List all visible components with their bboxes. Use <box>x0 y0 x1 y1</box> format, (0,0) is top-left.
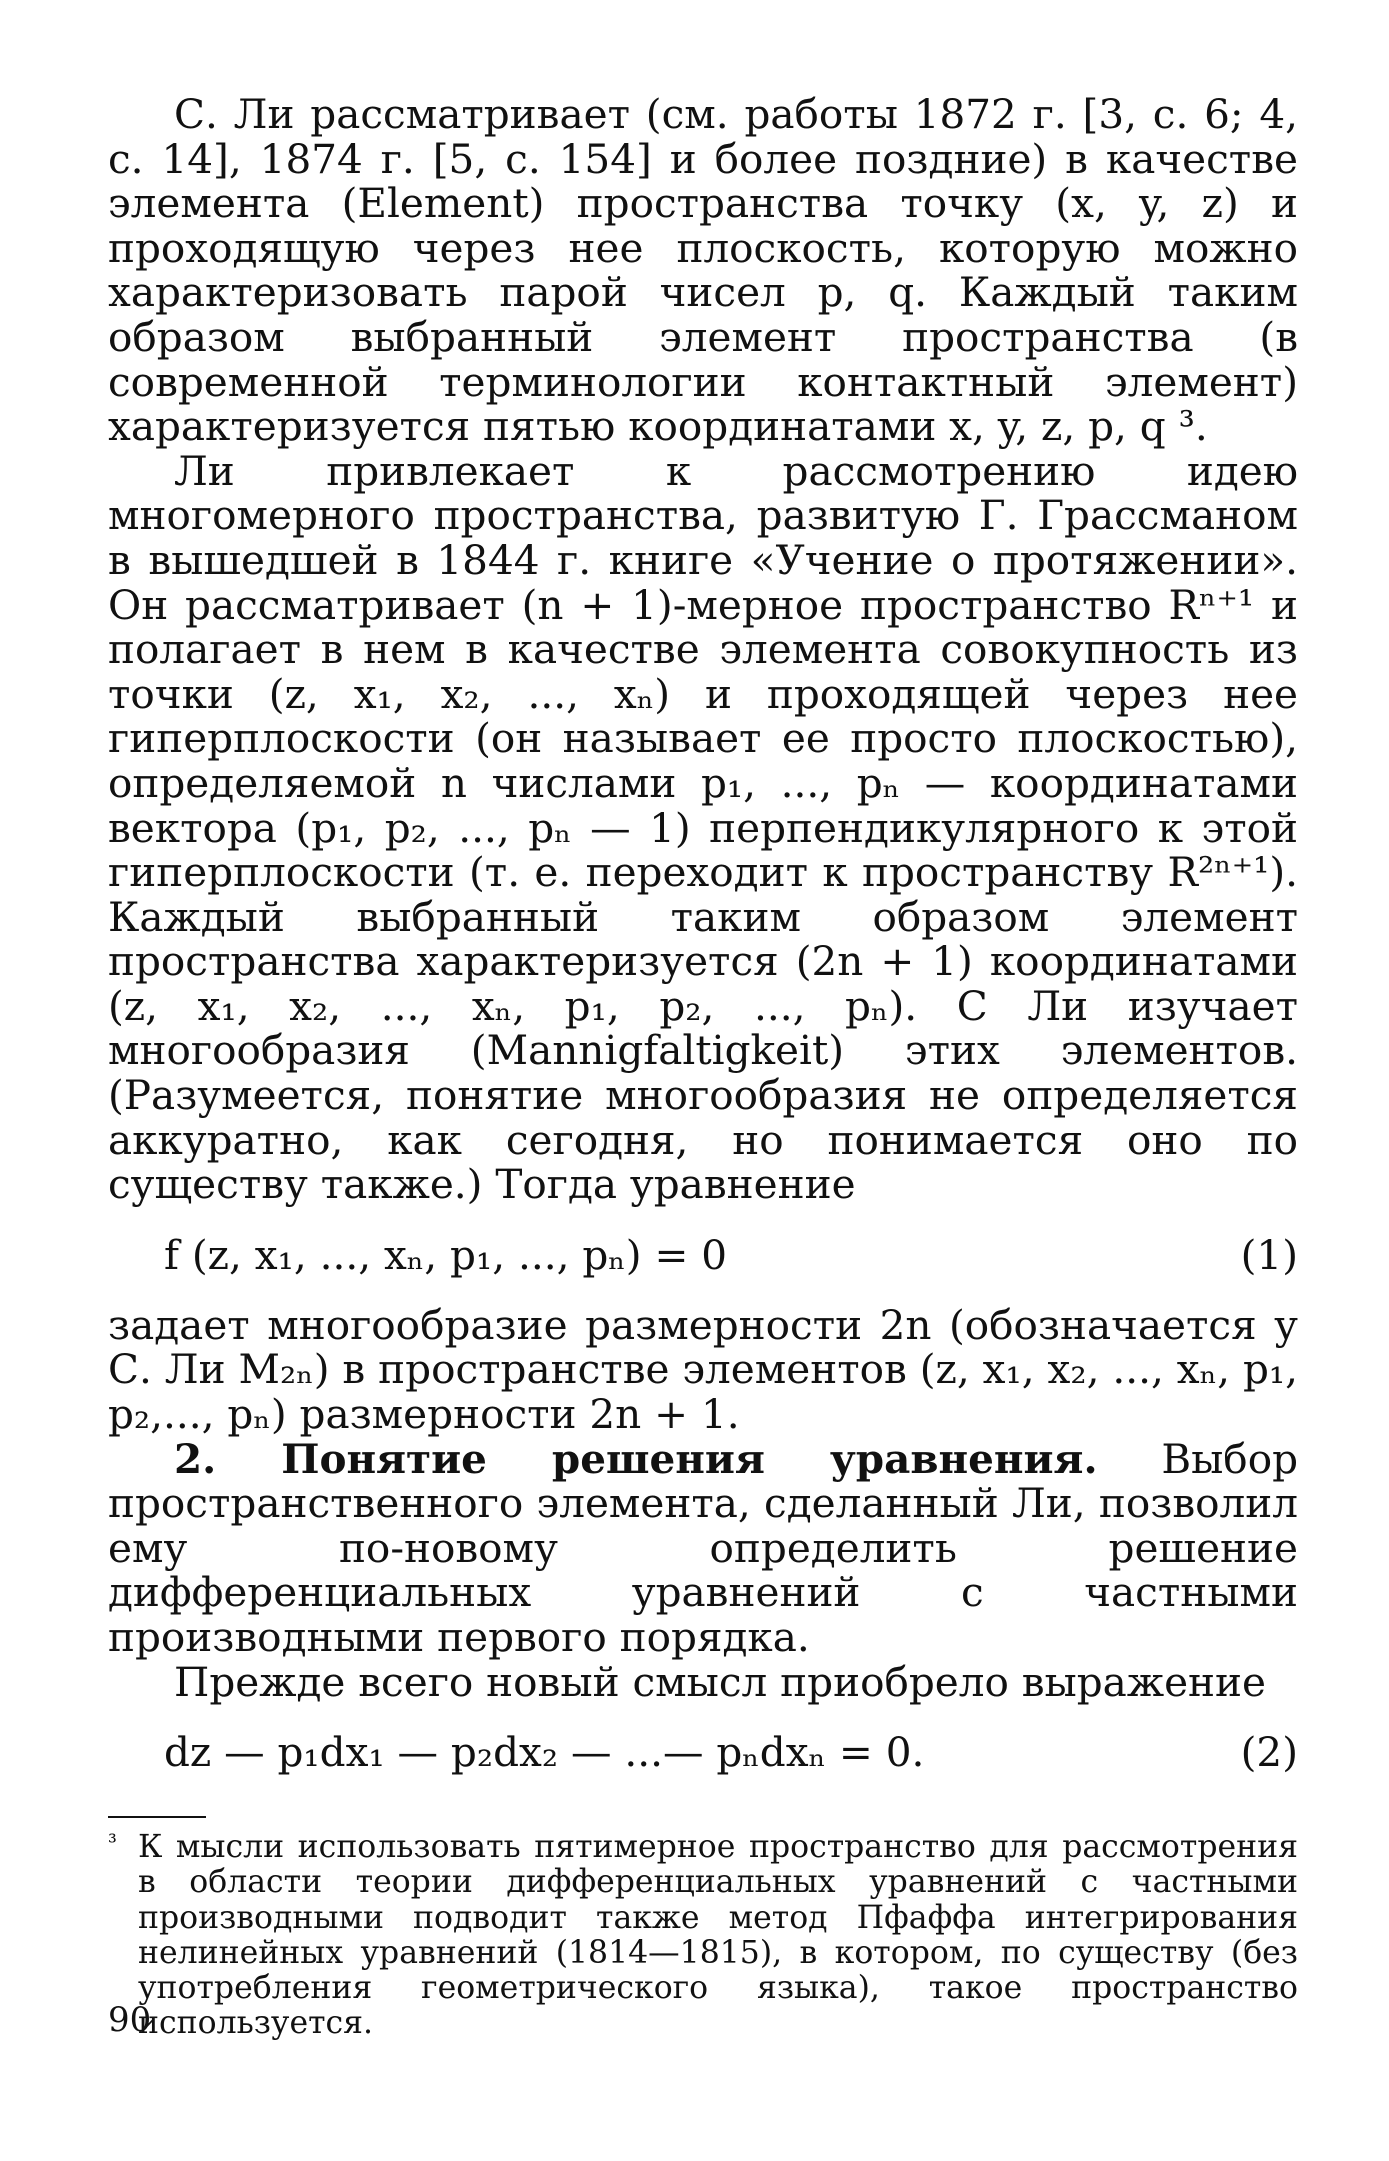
equation-1-expression: f (z, x₁, ..., xₙ, p₁, ..., pₙ) = 0 <box>164 1230 728 1279</box>
footnote-marker: ³ <box>108 1831 117 1857</box>
footnote-text: К мысли использовать пятимерное пространство для рассмотрения в области теории дифференциальных уравнений с частными производными подводит также метод Пфаффа интегрирования нелинейных уравнений (1814—1815), в котором, по существу (без употребления геометрического языка), такое пространство используется. <box>138 1829 1298 2042</box>
paragraph-5: Прежде всего новый смысл приобрело выражение <box>174 1657 1266 1706</box>
footnote <box>108 1830 1298 2041</box>
paragraph-3: задает многообразие размерности 2n (обозначается у С. Ли M₂ₙ) в пространстве элементов (z, x₁, x₂, ..., xₙ, p₁, p₂,..., pₙ) размерности 2n + 1. <box>108 1300 1298 1439</box>
paragraph-4-body: Выбор пространственного элемента, сделанный Ли, позволил ему по-новому определить решение дифференциальных уравнений с частными производными первого порядка. <box>108 1434 1298 1661</box>
page-content <box>108 92 1298 2041</box>
footnote-separator <box>108 1816 206 1818</box>
paragraph-2: Ли привлекает к рассмотрению идею многомерного пространства, развитую Г. Грассманом в вышедшей в 1844 г. книге «Учение о протяжении». Он рассматривает (n + 1)-мерное пространство Rⁿ⁺¹ и полагает в нем в качестве элемента совокупность из точки (z, x₁, x₂, ..., xₙ) и проходящей через нее гиперплоскости (он называет ее просто плоскостью), определяемой n числами p₁, ..., pₙ — координатами вектора (p₁, p₂, ..., pₙ — 1) перпендикулярного к этой гиперплоскости (т. е. переходит к пространству R²ⁿ⁺¹). Каждый выбранный таким образом элемент пространства характеризуется (2n + 1) координатами (z, x₁, x₂, ..., xₙ, p₁, p₂, ..., pₙ). С Ли изучает многообразия (Mannigfaltigkeit) этих элементов. (Разумеется, понятие многообразия не определяется аккуратно, как сегодня, но понимается оно по существу также.) Тогда уравнение <box>108 446 1298 1209</box>
equation-2-expression: dz — p₁dx₁ — p₂dx₂ — ...— pₙdxₙ = 0. <box>164 1728 925 1777</box>
equation-1-number: (1) <box>1240 1230 1298 1279</box>
page-number: 90 <box>108 2000 152 2040</box>
paragraph-4 <box>108 1434 1298 1661</box>
equation-2 <box>108 1728 1298 1777</box>
paragraph-1: С. Ли рассматривает (см. работы 1872 г. [3, с. 6; 4, с. 14], 1874 г. [5, с. 154] и более поздние) в качестве элемента (Element) пространства точку (x, y, z) и проходящую через нее плоскость, которую можно характеризовать парой чисел p, q. Каждый таким образом выбранный элемент пространства (в современной терминологии контактный элемент) характеризуется пятью координатами x, y, z, p, q ³. <box>108 90 1298 451</box>
equation-1 <box>108 1230 1298 1279</box>
equation-2-number: (2) <box>1240 1728 1298 1777</box>
section-heading: 2. Понятие решения уравнения. <box>174 1434 1098 1483</box>
